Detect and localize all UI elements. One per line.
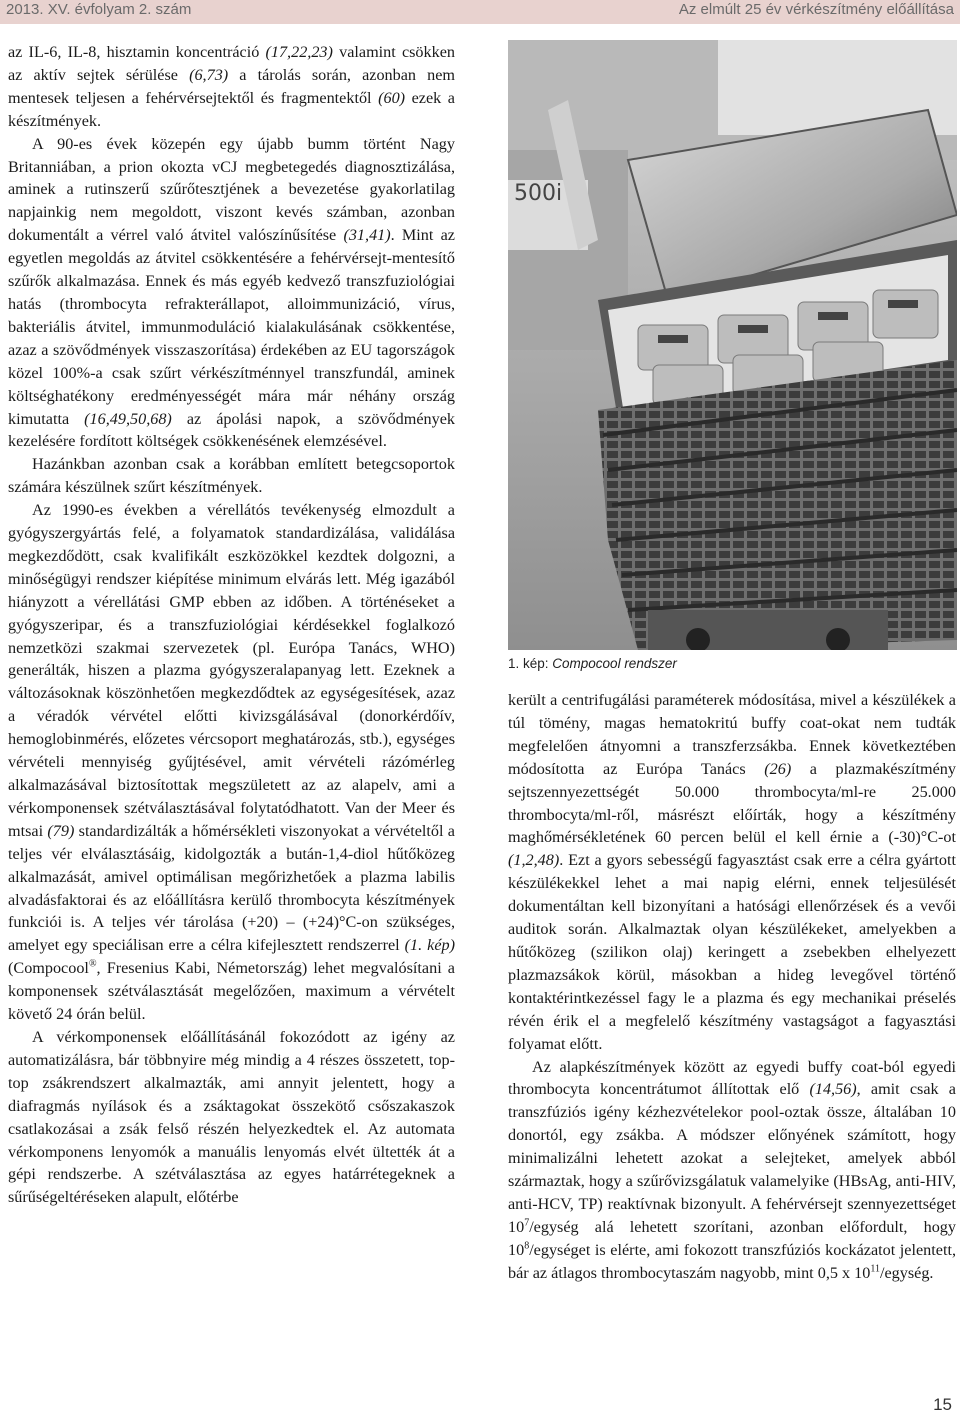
page-number: 15 (933, 1395, 952, 1414)
paragraph-5: A vérkomponensek előállításánál fokozódott az igény az automatizálásra, bár többnyire még mindig a 4 részes összetett, top-top zsákrendszert alkalmazták, ami annyit jelentett, hogy a diafragmás nyílások és a zsáktagokat összekötő csőszakaszok csatlakozásai a zsák felső részén helyezkedtek el. Az automata vérkomponens lenyomók a manuális lenyomás elvét ültették át a gépi rendszerbe. A szétválasztása az egyes határrétegeknek a sűrűségeltéréseken alapult, előtérbe (8, 1027, 455, 1207)
device-label: 500i (514, 181, 563, 206)
compocool-photo (508, 40, 957, 650)
running-header (0, 0, 960, 24)
paragraph-7: Az alapkészítmények között az egyedi buffy coat-ból egyedi thrombocyta koncentrátumot állítottak elő (14,56), amit csak a transzfúziós igény kézhezvételekor pool-oztak össze, általában 10 donortól, egy zsákba. A módszer előnyének számított, hogy minimalizálni lehetett azokat a selejteket, amelyek abból származtak, hogy a szűrővizsgálatuk valamelyike (HBsAg, anti-HIV, anti-HCV, TP) reaktívnak bizonyult. A fehérvérsejt szennyezettséget $10^7$/egység alá lehetett szorítani, azonban előfordult, hogy $10^8$/egységet is elérte, ami fokozott transzfúziós kockázatot jelentett, bár az átlagos thrombocytaszám nagyobb, mint 0,5 x $10^{11}$/egység. (508, 1057, 956, 1282)
citation: (14,56) (809, 1080, 857, 1099)
citation: (1,2,48) (508, 851, 560, 870)
citation: (26) (764, 759, 792, 778)
citation: (79) (47, 821, 75, 840)
figure-reference: (1. kép) (404, 936, 455, 955)
paragraph-3: Hazánkban azonban csak a korábban említett betegcsoportok számára készülnek szűrt készítmények. (8, 455, 455, 497)
citation: (17,22,23) (265, 43, 333, 61)
left-column (8, 41, 455, 1209)
paragraph-6: került a centrifugálási paraméterek módosítása, mivel a készülékek a túl tömény, magas hematokritú buffy coat-okat nem tudták megfelelően átnyomni a transzferzsákba. Ennek következtében módosította az Európa Tanács (26) a plazmakészítmény sejtszennyezettségét 50.000 thrombocyta/ml-re 25.000 thrombocyta/ml-ről, másrészt előírták, hogy a készítmény maghőmérsékletének 60 percen belül el kell érnie a (-30)°C-ot (1,2,48). Ezt a gyors sebességű fagyasztást csak erre a célra gyártott készülékekkel lehet a mai napig elérni, ennek teljesülését dokumentáltan kell bizonyítani a hatósági ellenőrzések és a vevői auditok során. Alkalmaztak olyan készülékeket, amelyekben a hűtőközeg (szilikon olaj) keringett a zsebekben elhelyezett plazmazsákok körül, másokban a hideg levegővel történő kontaktérintkezéssel fagy le a plazma és egy mechanikai préselés révén érik el a megfelelő készítmény vastagságot a fagyasztási folyamat előtt. (508, 691, 956, 1053)
citation: (16,49,50,68) (84, 409, 172, 428)
paragraph-2: A 90-es évek közepén egy újabb bumm történt Nagy Britanniában, a prion okozta vCJ megbetegedés diagnosztizálása, aminek a rutinszerű szűrőtesztjének a bevezetése gyakorlatilag napjainkig nem megoldott, viszont kevés számban, azonban dokumentált a vérrel való átvitel valószínűsítése (31,41). Mint az egyetlen megoldás az átvitel csökkentésére a fehérvérsejt-mentesítő szűrők alkalmazása. Ennek és más egyéb kedvező transzfuziológiai hatás (thrombocyta refrakterállapot, alloimmunizáció, vírus, bakteriális átvitel, immunmoduláció kialakulásának csökkentése, azaz a szövődmények visszaszorítása) érdekében az EU tagországok közel 100%-a csak szűrt vérkészítménnyel transzfundál, aminek költséghatékony eredményességét mára már néhány ország kimutatta (16,49,50,68) az ápolási napok, a szövődmények kezelésére fordított költségek csökkenésének elemzésével. (8, 134, 455, 451)
journal-issue: 2013. XV. évfolyam 2. szám (6, 1, 192, 18)
right-column (508, 689, 956, 1285)
citation: (6,73) (189, 65, 229, 84)
citation: (60) (378, 88, 406, 107)
photo-caption: 1. kép: Compocool rendszer (508, 656, 677, 671)
paragraph-1: az IL-6, IL-8, hisztamin koncentráció (17,22,23) valamint csökken az aktív sejtek sérülése (6,73) a tárolás során, azonban nem mentesek teljesen a fehérvérsejtektől és fragmentektől (60) ezek a készítmények. (8, 43, 455, 130)
article-title: Az elmúlt 25 év vérkészítmény előállítása (678, 1, 954, 18)
paragraph-4: Az 1990-es években a vérellátós tevékenység elmozdult a gyógyszergyártás felé, a folyamatok standardizálása, validálása megkezdődött, csak kvalifikált eszközökkel kezdtek dolgozni, a minőségügyi rendszer kiépítése minimum elvárás lett. Még igazából hiányzott a vérellátási GMP ebben az időben. A történéseket a gyógyszeripar, és a transzfuziológiai kérdésekkel foglalkozó nemzetközi szakmai szervezetek (pl. Európa Tanács, WHO) generálták, hiszen a plazma gyógyszeralapanyag lett. Ezeknek a változásoknak köszönhetően megkezdődtek az egységesítések, azaz a véradók vérvétel előtti kivizsgálásával (donorkérdőív, hemoglobinmérés, előzetes vércsoport meghatározás, stb.), egységes vérvételi mennyiség gyűjtésével, amit vérvételi rázómérleg alkalmazásával biztosítottak megszületett az az alapelv, ami a vérkomponensek szétválasztásával folytatódhatott. Van der Meer és mtsai (79) standardizálták a hőmérsékleti viszonyokat a vérvételtől a teljes vér elválasztásáig, kidolgozták a bután-1,4-diol hűtőközeg alkalmazását, amivel optimálisan megőrizhetőek a plazma labilis alvadásfaktorai és az előállításra kerülő thrombocyta készítmények funkciói is. A teljes vér tárolása (+20) – (+24)°C-on szükséges, amelyet egy speciálisan erre a célra kifejlesztett rendszerrel (1. kép) (Compocool®, Fresenius Kabi, Németország) lehet megvalósítani a komponensek szétválasztását megelőzően, maximum a vérvételt követő 24 órán belül. (8, 501, 455, 1024)
citation: (31,41) (343, 226, 391, 245)
